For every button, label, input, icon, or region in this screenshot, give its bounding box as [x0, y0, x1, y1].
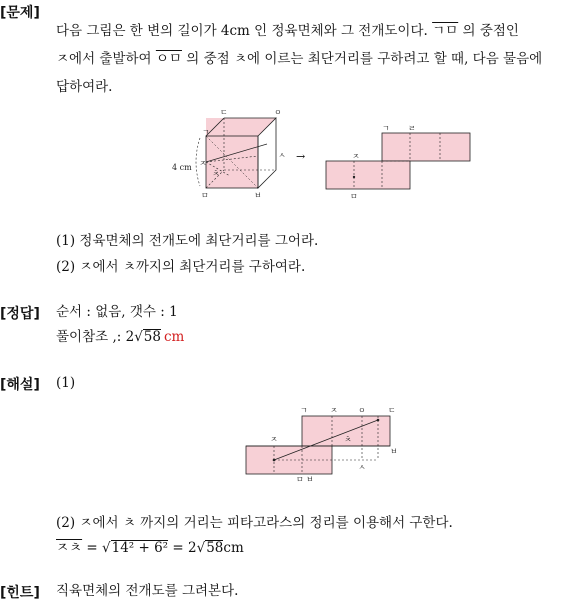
sol-label-b2: ㅂ [306, 475, 314, 484]
segment-om: ㅇㅁ [155, 51, 182, 67]
cube-side-length: 4 cm [172, 163, 192, 172]
hint-text: 직육면체의 전개도를 그려본다. [56, 583, 239, 599]
cube-label-b: ㅂ [254, 191, 262, 200]
sol-label-b: ㅂ [390, 447, 398, 456]
cube-label-j: ㅈ [199, 159, 207, 168]
sol-label-ch: ㅊ [344, 435, 352, 444]
answer-line-2: 풀이참조 ,: 2√58 cm [56, 329, 185, 345]
answer-label: [정답] [0, 306, 40, 322]
problem-line-2: ㅈ에서 출발하여 ㅇㅁ 의 중점 ㅊ에 이르는 최단거리를 구하려고 할 때, 다음 물음에 [56, 51, 543, 67]
cube-label-m: ㅁ [201, 191, 209, 200]
answer-unit: cm [163, 329, 185, 345]
problem-label: [문제] [0, 5, 40, 21]
net-label-r: ㄹ [408, 124, 416, 133]
question-2: (2) ㅈ에서 ㅊ까지의 최단거리를 구하여라. [56, 259, 306, 275]
cube-label-ch: ㅊ [212, 169, 220, 178]
sol-label-d: ㄷ [388, 406, 396, 415]
sol-label-g: ㄱ [300, 406, 308, 415]
problem-line-1: 다음 그림은 한 변의 길이가 4cm 인 정육면체와 그 전개도이다. ㄱㅁ 의 중점인 [56, 23, 519, 39]
answer-line-1: 순서 : 없음, 갯수 : 1 [56, 304, 178, 320]
sol-label-o: ㅇ [358, 406, 366, 415]
arrow-to-net: → [296, 150, 306, 163]
net-label-m: ㅁ [350, 192, 358, 200]
solution-net-figure [240, 402, 400, 484]
equation-segment: ㅈㅊ [56, 540, 83, 556]
net-label-j: ㅈ [352, 152, 360, 161]
net-figure [320, 122, 476, 200]
cube-label-o: ㅇ [274, 108, 282, 117]
equation-radicand-2: 58 [206, 540, 224, 556]
sol-label-m: ㅁ [296, 475, 304, 484]
sol-label-s: ㅅ [358, 463, 366, 472]
answer-radicand: 58 [143, 329, 161, 345]
problem-line-3: 답하여라. [56, 79, 113, 95]
sol-label-j: ㅈ [270, 435, 278, 444]
solution-equation: ㅈㅊ = √14² + 6² = 2√58cm [56, 540, 244, 556]
net-label-g: ㄱ [382, 124, 390, 133]
hint-label: [힌트] [0, 585, 40, 601]
question-1: (1) 정육면체의 전개도에 최단거리를 그어라. [56, 233, 319, 249]
sol-label-j2: ㅈ [330, 406, 338, 415]
segment-gm: ㄱㅁ [432, 23, 459, 39]
cube-label-d: ㄷ [220, 108, 228, 117]
cube-label-g: ㄱ [202, 128, 210, 137]
equation-radicand: 14² + 6² [111, 540, 169, 556]
cube-label-s: ㅅ [278, 151, 286, 160]
cube-figure [170, 106, 290, 202]
solution-part-1: (1) [56, 375, 76, 391]
solution-label: [해설] [0, 377, 40, 393]
solution-part-2: (2) ㅈ에서 ㅊ 까지의 거리는 피타고라스의 정리를 이용해서 구한다. [56, 515, 453, 531]
